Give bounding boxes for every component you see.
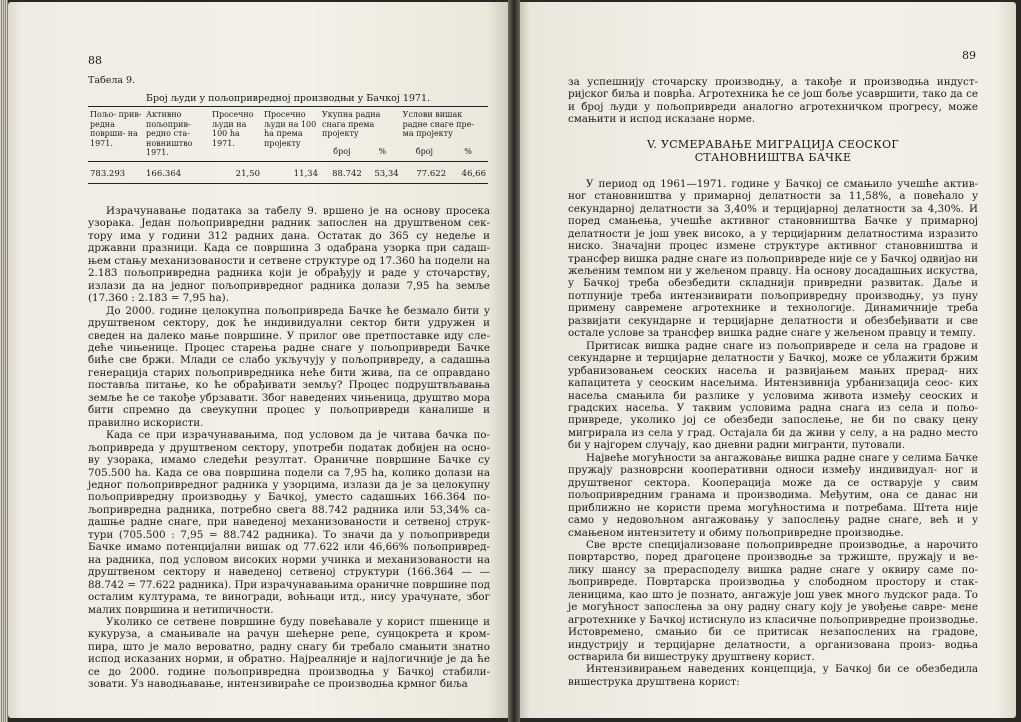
table-cell: 77.622 [416,168,447,179]
table-subheader: % [378,146,387,156]
table-cell: 783.293 [90,168,126,179]
table-title: Број људи у пољопривредној производњи у Бачкој 1971. [145,93,431,104]
paragraph: Највеће могућности за ангажовање вишка радне снаге у селима Бачке пружају разноврсни кооперативни односи између индивидуал- ног и друштвеног сектора. Кооперација може да се остварује у свим пољопривредним гранама и производима. Међутим, она се данас ни приближно не користи према могућностима и потребама. Штета није само у недовољном ангажовању у запослењу радне снаге, већ и у смањеном интензитету и обиму пољопривредне производње. [568,451,978,539]
left-body-text [88,205,490,691]
table-header: Просечно људи на 100 ha према пројекту [264,110,317,148]
table-cell: 11,34 [293,168,318,179]
paragraph: До 2000. године целокупна пољопривреда Бачке ће безмало бити у друштвеном сектору, док ће индивидуални сектор бити удружен и сведен на далеко мање површине. У прилог ове претпоставке иду сле- деће чињенице. Процес старења радне снаге у пољопривреди Бачке биће све бржи. Млади се слабо укључују у пољопривреду, а садашња генерација старих пољопривредника неће бити жива, па се оправдано поставља питање, ко ће обрађивати земљу? Процес подруштвљавања земље ће се такође убрзавати. Због наведених чињеница, друштво мора бити спремно да свеукупни процес у пољопривреди каналише и правилно искористи. [88,304,490,429]
table-header: Услови вишак радне снаге пре- ма пројекту [402,110,475,138]
table-header: Укупна радна снага према пројекту [322,110,381,138]
right-page [520,2,1016,718]
paragraph: Када се при израчунавањима, под условом да је читава бачка по- љопривреда у друштвеном сектору, употреби податак добијен на осно- ву узорака, имамо следећи резултат. Ораничне површине Бачке су 705.500 ha. Када се ова површина подели са 7,95 ha, колико долази на једног пољопривредног радника у узорцима, излази да је за целокупну пољопривредну производњу у Бачкој, уместо садашњих 166.364 по- љопривредна радника, потребно свега 88.742 радника или 53,34% са- дашње радне снаге, при наведеној механизованости и сетвеној струк- тури (705.500 : 7,95 = 88.742 радника). То значи да у пољопривреди Бачке имамо потенцијални вишак од 77.622 или 46,66% пољопривред- на радника, под условом високих норми учинка и механизованости на друштвеном сектору и наведеној сетвеној структури (166.364 — — 88.742 = 77.622 радника). При израчунавањима ораничне површине под осталим културама, те виногради, воћњаци итд., нису урачунате, због малих површина и нетипичности. [88,429,490,616]
paragraph: Израчунавање података за табелу 9. вршено је на основу просека узорака. Један пољопривредни радник запослен на друштвеном сек- тору има у години 312 радних дана. Остатак до 365 су недеље и државни празници. Када се површина 3 одабрана узорка при садаш- њем стању механизованости и сетвене структуре од 17.360 ha подели на 2.183 пољопривредна радника који је обрађују и раде у сточарству, излази да на једног пољопривредног радника долази 7,95 ha земље (17.360 : 2.183 = 7,95 ha). [88,205,490,305]
table-row [88,161,488,184]
paragraph: за успешнију сточарску производњу, а такође и производња индуст- ријског биља и поврћа. Агротехника ће се још боље усавршити, тако да се и број људи у пољопривреди аналогно агротехничком прогресу, може смањити и испод исказане норме. [568,76,978,126]
book-gutter [508,0,520,722]
page-number: 88 [88,54,102,67]
table-header: Пољо- прив- редна повpши- на 1971. [90,110,142,148]
table-caption: Табела 9. [88,75,136,86]
paragraph: Уколико се сетвене површине буду повећавале у корист пшенице и кукуруза, а смањивале на рачун шећерне репе, сунцокрета и кром- пира, што је мало вероватно, радну снагу би требало смањити знатно испод исказаних норми, и обратно. Најреалније и најлогичније је да ће се до 2000. године пољопривредна производња у Бачкој стабили- зовати. Уз наводњавање, интензивираће се производња крмног биља [88,615,490,691]
table-cell: 88.742 [332,168,362,179]
table-subheader: број [333,146,351,156]
table-cell: 166.364 [146,168,182,179]
page-number: 89 [962,49,976,62]
table-header: Просечно људи на 100 ha 1971. [212,110,254,148]
paragraph: Све врсте специјализоване пољопривредне производње, а нарочито повртарство, поред драгоцене производње за тржиште, пружају и ве- лику шансу за прерасподелу вишка радне снаге у оквиру саме по- љопривреде. Повртарска производња у слободном простору и стак- леницима, као што је познато, ангажује још увек много људског рада. То је могућност запослења за ону радну снагу коју је увођење савре- мене агротехнике у Бачкој истиснуло из класичне пољопривредне производње. Истовремено, смањио би се притисак незапослених на градове, индустрију и терцијарне делатности, а организована произ- водња остварила би вишеструку друштвену корист. [568,538,978,664]
right-body-text [568,76,978,688]
section-heading-line: СТАНОВНИШТВА БАЧКЕ [694,150,852,164]
table-cell: 21,50 [235,168,260,179]
table-header: Активно пољоприв- редно ста- новништво 1971. [146,110,193,157]
table-cell: 46,66 [461,168,486,179]
page-edges [0,0,8,722]
table-subheader: % [464,146,472,156]
paragraph: У период од 1961—1971. године у Бачкој се смањило учешће актив- ног становништва у примарној делатности за 11,58%, а повећало у секундарној делатности за 3,40% и терцијарној делатности за 4,30%. И поред смањења, учешће активног становништва Бачке у примарној делатности је још увек високо, а у терцијарним делатностима изразито ниско. Значајни процес измене структуре активног становништва и трансфер вишка радне снаге из пољопривреде није се у Бачкој одвијао ни жељеним темпом ни у жељеном правцу. На основу досадашњих искуства, у Бачкој треба обезбедити складнији привредни развитак. Даље и потпуније треба интензивирати пољопривредну производњу, уз пуну примену савремене агротехнике и технологије. Динамичније треба развијати секундарне и терцијарне делатности и обезбеђивати и све остале услове за трансфер вишка радне снаге у жељеном правцу и темпу. [568,177,978,340]
left-page [8,2,508,718]
section-heading [568,138,978,164]
section-heading-line: V. УСМЕРАВАЊЕ МИГРАЦИЈА СЕОСКОГ [647,137,899,151]
table-cell: 53,34 [374,168,399,179]
paragraph: Притисак вишка радне снаге из пољопривреде и села на градове и секундарне и терцијарне делатности у Бачкој, може се ублажити бржим урбанизовањем сеоских насеља и развијањем мањих прерад- них капацитета у сеоским насељима. Интензивнија урбанизација сеос- ких насеља смањила би разлике у условима живота између сеоских и градских насеља. У таквим условима радна снага из села и пољо- привреде, уколико јој се обезбеди запослење, не би по сваку цену мигрирала из села у град. Остајала би да живи у селу, а на радно место би у најгорем случају, као дневни радни мигранти, путовали. [568,339,978,452]
table-subheader: број [415,146,433,156]
statistics-table [88,106,488,184]
paragraph: Интензивирањем наведених концепција, у Бачкој би се обезбедила вишеструка друштвена корист: [568,663,978,688]
